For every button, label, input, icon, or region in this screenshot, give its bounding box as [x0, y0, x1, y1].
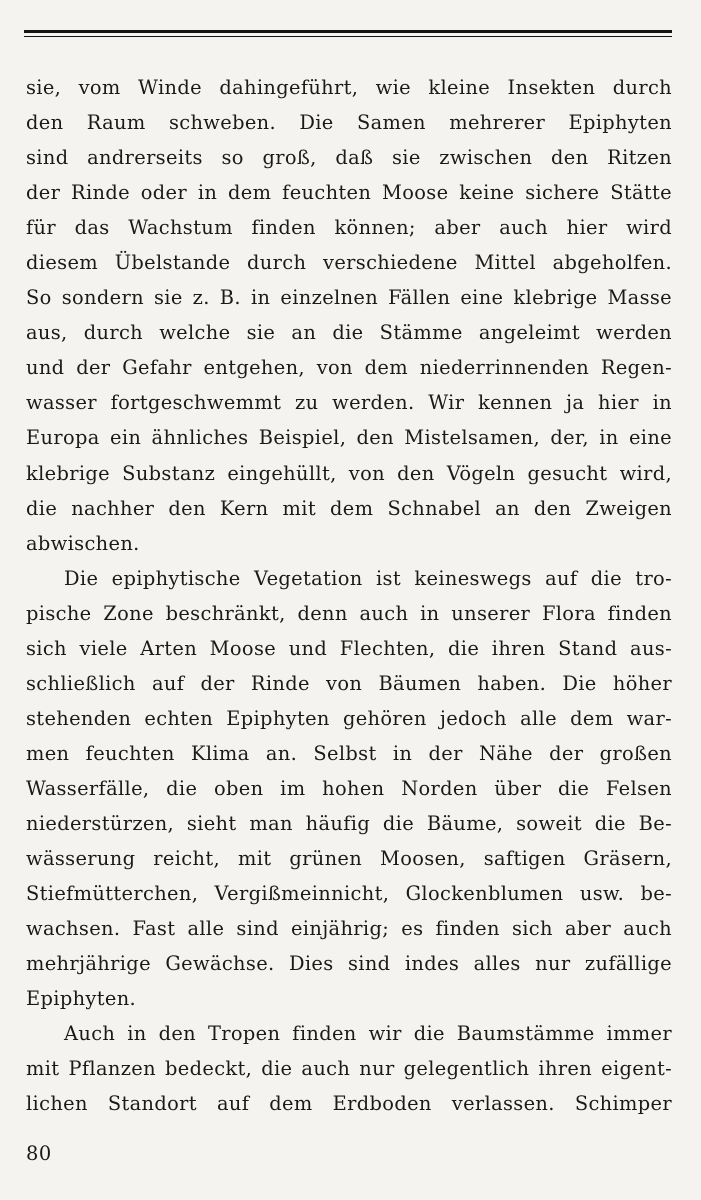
text-line: wässerung reicht, mit grünen Moosen, saftigen Gräsern,: [26, 847, 672, 871]
text-line: der Rinde oder in dem feuchten Moose keine sichere Stätte: [26, 181, 672, 205]
text-line: men feuchten Klima an. Selbst in der Nähe der großen: [26, 741, 672, 765]
text-line: diesem Übelstande durch verschiedene Mittel abgeholfen.: [26, 251, 672, 275]
text-line: klebrige Substanz eingehüllt, von den Vögeln gesucht wird,: [26, 461, 672, 485]
text-line: Stiefmütterchen, Vergißmeinnicht, Glockenblumen usw. be-: [26, 882, 672, 906]
body-text: [26, 70, 672, 1121]
text-line: lichen Standort auf dem Erdboden verlassen. Schimper: [26, 1092, 672, 1116]
text-line: abwischen.: [26, 531, 140, 555]
text-line: die nachher den Kern mit dem Schnabel an den Zweigen: [26, 496, 672, 520]
text-line: Die epiphytische Vegetation ist keineswegs auf die tro-: [64, 566, 672, 590]
page-number: 80: [26, 1142, 52, 1165]
text-line: sind andrerseits so groß, daß sie zwischen den Ritzen: [26, 146, 672, 170]
text-line: So sondern sie z. B. in einzelnen Fällen eine klebrige Masse: [26, 286, 672, 310]
text-line: und der Gefahr entgehen, von dem niederrinnenden Regen-: [26, 356, 672, 380]
text-line: wachsen. Fast alle sind einjährig; es finden sich aber auch: [26, 917, 672, 941]
text-line: schließlich auf der Rinde von Bäumen haben. Die höher: [26, 671, 672, 695]
text-line: sie, vom Winde dahingeführt, wie kleine Insekten durch: [26, 76, 672, 99]
text-line: Epiphyten.: [26, 987, 137, 1011]
header-double-rule: [24, 30, 672, 37]
text-line: den Raum schweben. Die Samen mehrerer Epiphyten: [26, 111, 672, 135]
text-line: pische Zone beschränkt, denn auch in unserer Flora finden: [26, 601, 672, 625]
text-line: niederstürzen, sieht man häufig die Bäume, soweit die Be-: [26, 811, 672, 835]
text-line: stehenden echten Epiphyten gehören jedoch alle dem war-: [26, 706, 672, 730]
text-line: sich viele Arten Moose und Flechten, die ihren Stand aus-: [26, 636, 672, 660]
text-line: mit Pflanzen bedeckt, die auch nur gelegentlich ihren eigent-: [26, 1057, 672, 1081]
text-line: aus, durch welche sie an die Stämme angeleimt werden: [26, 321, 672, 345]
text-line: Auch in den Tropen finden wir die Baumstämme immer: [64, 1022, 672, 1046]
header-rule-thin: [24, 36, 672, 37]
text-line: wasser fortgeschwemmt zu werden. Wir kennen ja hier in: [26, 391, 672, 415]
text-line: für das Wachstum finden können; aber auch hier wird: [26, 216, 672, 240]
text-line: Europa ein ähnliches Beispiel, den Mistelsamen, der, in eine: [26, 426, 672, 450]
text-line: mehrjährige Gewächse. Dies sind indes alles nur zufällige: [26, 952, 672, 976]
text-line: Wasserfälle, die oben im hohen Norden über die Felsen: [26, 776, 672, 800]
